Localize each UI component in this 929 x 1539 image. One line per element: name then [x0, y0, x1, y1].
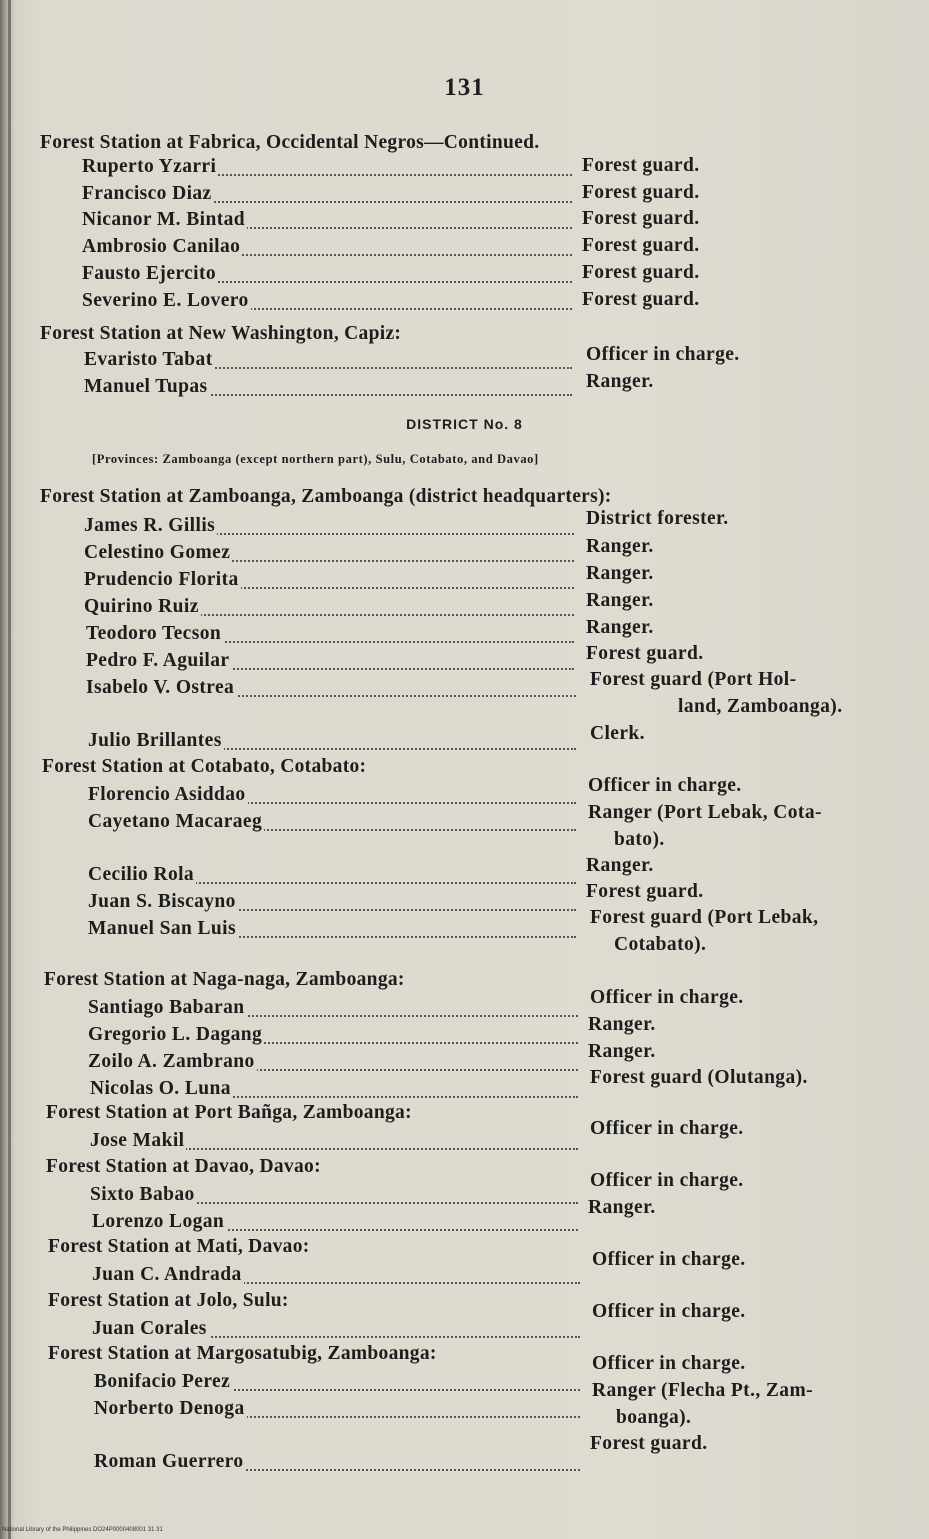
person-role: Officer in charge. [590, 987, 744, 1008]
person-name: Roman Guerrero [94, 1451, 244, 1472]
person-role: Ranger. [586, 563, 654, 584]
person-name-row [86, 623, 574, 649]
person-name: Nicolas O. Luna [90, 1078, 231, 1099]
person-role: Ranger. [588, 1197, 656, 1218]
person-role-continued: bato). [614, 829, 665, 850]
person-name-row [88, 811, 576, 837]
person-name: Evaristo Tabat [84, 349, 213, 370]
person-name: Isabelo V. Ostrea [86, 677, 235, 698]
person-role: Ranger. [588, 1014, 656, 1035]
page-number: 131 [444, 74, 485, 101]
person-role: Forest guard (Port Hol- [590, 669, 797, 690]
person-name-row [84, 569, 574, 595]
person-name-row [82, 263, 572, 289]
person-name-row [92, 1211, 578, 1237]
station-heading: Forest Station at Zamboanga, Zamboanga (district headquarters): [40, 486, 612, 507]
person-name: Zoilo A. Zambrano [88, 1051, 255, 1072]
person-role: Officer in charge. [592, 1301, 746, 1322]
person-name: Sixto Babao [90, 1184, 195, 1205]
station-heading: Forest Station at Margosatubig, Zamboanga: [48, 1343, 437, 1364]
person-name-row [84, 376, 572, 402]
person-name: Juan C. Andrada [92, 1264, 242, 1285]
person-name-row [88, 1051, 578, 1077]
person-name: Manuel Tupas [84, 376, 208, 397]
person-role: Officer in charge. [588, 775, 742, 796]
person-role: Ranger. [588, 1041, 656, 1062]
person-role: Forest guard. [582, 155, 700, 176]
person-role: Forest guard (Port Lebak, [590, 907, 819, 928]
person-name-row [88, 918, 576, 944]
person-role: Forest guard. [582, 289, 700, 310]
person-name: Manuel San Luis [88, 918, 236, 939]
person-name: Jose Makil [90, 1130, 185, 1151]
person-name-row [94, 1398, 580, 1424]
binding-edge [8, 0, 11, 1539]
person-name-row [84, 596, 574, 622]
person-name: Florencio Asiddao [88, 784, 246, 805]
person-name-row [82, 156, 572, 182]
person-name: Norberto Denoga [94, 1398, 245, 1419]
district-provinces: [Provinces: Zamboanga (except northern part), Sulu, Cotabato, and Davao] [92, 452, 539, 466]
person-name: Francisco Diaz [82, 183, 212, 204]
person-name-row [90, 1078, 578, 1104]
person-role: Ranger. [586, 590, 654, 611]
person-name-row [86, 677, 576, 703]
person-role-continued: Cotabato). [614, 934, 707, 955]
station-heading: Forest Station at Cotabato, Cotabato: [42, 756, 367, 777]
person-role: Clerk. [590, 723, 645, 744]
person-role: Ranger. [586, 536, 654, 557]
person-name: Julio Brillantes [88, 730, 222, 751]
person-role: Forest guard. [586, 643, 704, 664]
person-role: Ranger. [586, 617, 654, 638]
person-name-row [86, 650, 574, 676]
person-role: Officer in charge. [592, 1353, 746, 1374]
person-name: Cecilio Rola [88, 864, 195, 885]
person-name: Pedro F. Aguilar [86, 650, 230, 671]
person-name-row [88, 784, 576, 810]
footer-source: National Library of the Philippines DO24P0000408001 31 31 [2, 1527, 163, 1533]
person-name-row [88, 864, 576, 890]
person-role: Forest guard. [582, 182, 700, 203]
person-name-row [82, 236, 572, 262]
person-role-continued: boanga). [616, 1407, 692, 1428]
person-role: Officer in charge. [590, 1118, 744, 1139]
person-role: Forest guard. [586, 881, 704, 902]
person-name: Juan S. Biscayno [88, 891, 236, 912]
person-name: Gregorio L. Dagang [88, 1024, 263, 1045]
person-name-row [90, 1184, 578, 1210]
person-role: District forester. [586, 508, 729, 529]
person-role: Forest guard. [590, 1433, 708, 1454]
person-name: Santiago Babaran [88, 997, 245, 1018]
person-name: Ruperto Yzarri [82, 156, 217, 177]
person-name-row [82, 290, 572, 316]
station-heading: Forest Station at Jolo, Sulu: [48, 1290, 289, 1311]
person-role: Ranger (Port Lebak, Cota- [588, 802, 822, 823]
person-name-row [88, 1024, 578, 1050]
person-name-row [92, 1318, 580, 1344]
person-name: Juan Corales [92, 1318, 207, 1339]
person-role: Officer in charge. [590, 1170, 744, 1191]
person-name-row [94, 1371, 580, 1397]
person-name: James R. Gillis [84, 515, 216, 536]
person-name: Prudencio Florita [84, 569, 239, 590]
person-role: Forest guard. [582, 262, 700, 283]
person-name: Celestino Gomez [84, 542, 231, 563]
person-name: Quirino Ruiz [84, 596, 199, 617]
person-name: Lorenzo Logan [92, 1211, 225, 1232]
person-role: Officer in charge. [586, 344, 740, 365]
person-name: Severino E. Lovero [82, 290, 249, 311]
station-heading: Forest Station at Davao, Davao: [46, 1156, 321, 1177]
person-name: Nicanor M. Bintad [82, 209, 245, 230]
person-role: Forest guard. [582, 235, 700, 256]
person-name-row [94, 1451, 580, 1477]
person-name-row [90, 1130, 578, 1156]
person-name: Bonifacio Perez [94, 1371, 231, 1392]
station-heading: Forest Station at Mati, Davao: [48, 1236, 310, 1257]
person-role: Ranger (Flecha Pt., Zam- [592, 1380, 813, 1401]
person-name-row [84, 349, 572, 375]
station-heading: Forest Station at Port Bañga, Zamboanga: [46, 1102, 412, 1123]
person-name: Cayetano Macaraeg [88, 811, 263, 832]
person-name-row [92, 1264, 580, 1290]
station-heading: Forest Station at Fabrica, Occidental Negros—Continued. [40, 132, 540, 153]
person-name-row [88, 730, 576, 756]
station-heading: Forest Station at New Washington, Capiz: [40, 323, 402, 344]
person-name-row [84, 515, 574, 541]
district-title: DISTRICT No. 8 [406, 416, 523, 432]
person-role-continued: land, Zamboanga). [678, 696, 843, 717]
person-name-row [82, 183, 572, 209]
person-name: Ambrosio Canilao [82, 236, 241, 257]
person-role: Ranger. [586, 855, 654, 876]
person-role: Officer in charge. [592, 1249, 746, 1270]
person-name-row [82, 209, 572, 235]
person-role: Forest guard (Olutanga). [590, 1067, 808, 1088]
person-name-row [88, 997, 578, 1023]
station-heading: Forest Station at Naga-naga, Zamboanga: [44, 969, 405, 990]
person-name-row [84, 542, 574, 568]
person-role: Forest guard. [582, 208, 700, 229]
person-name: Fausto Ejercito [82, 263, 216, 284]
person-name: Teodoro Tecson [86, 623, 222, 644]
person-role: Ranger. [586, 371, 654, 392]
person-name-row [88, 891, 576, 917]
